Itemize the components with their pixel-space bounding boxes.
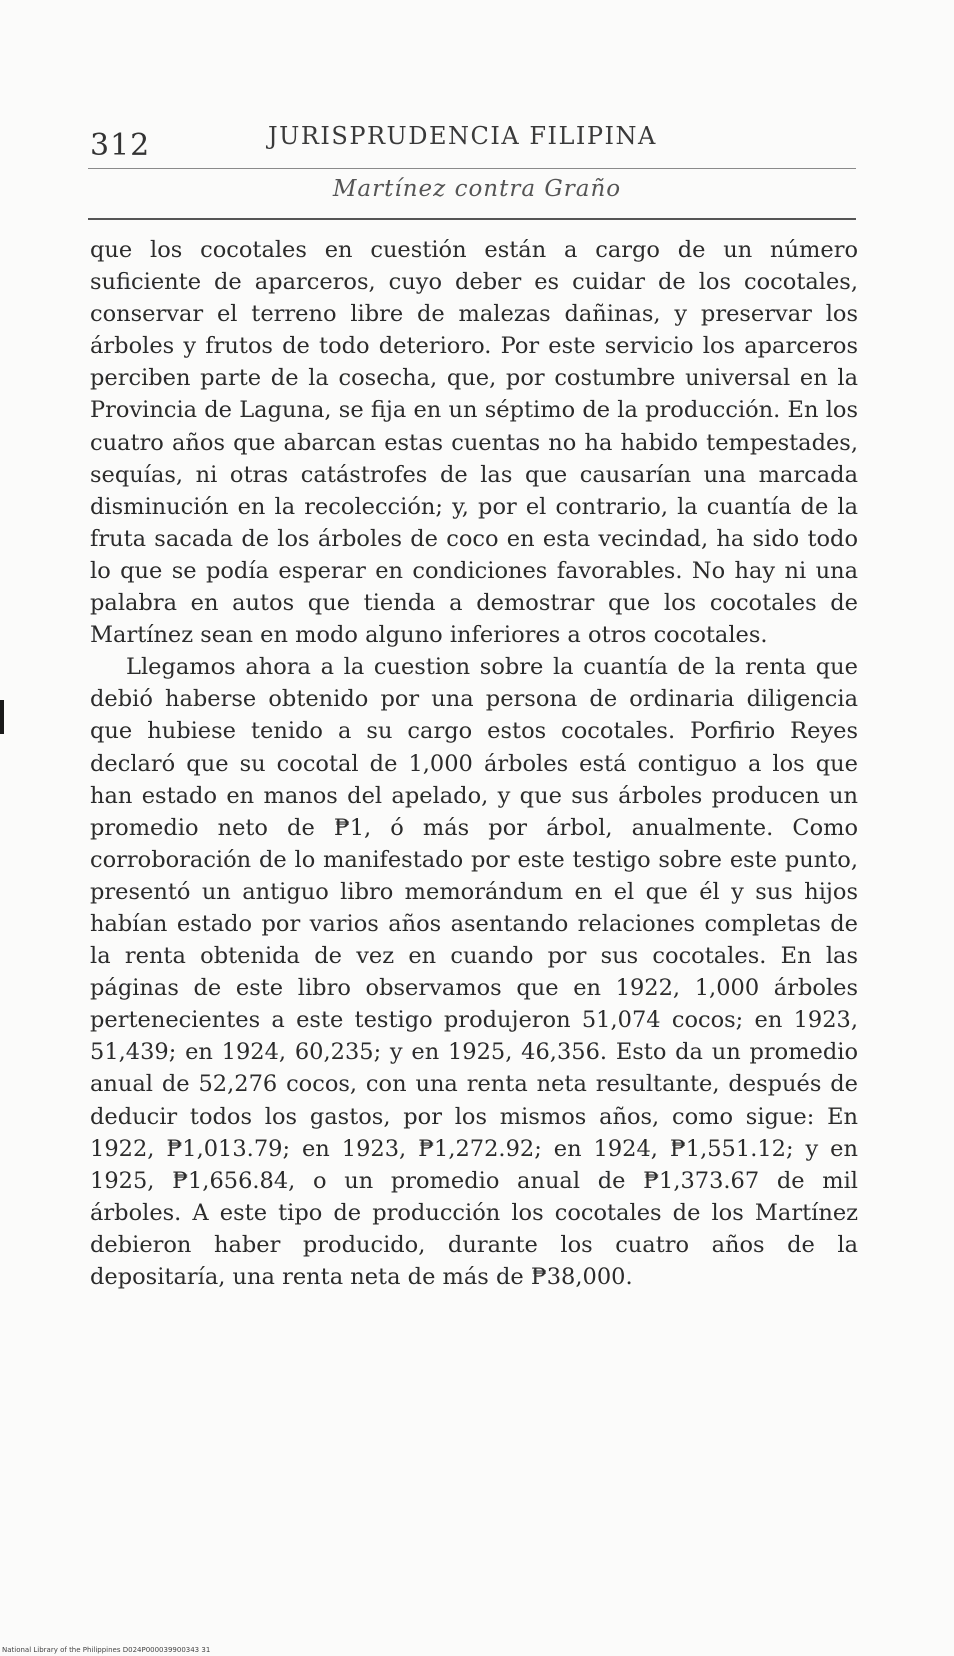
body-text — [90, 234, 858, 1293]
paragraph: Llegamos ahora a la cuestion sobre la cuantía de la renta que debió haberse obtenido por una persona de ordinaria diligencia que hubiese tenido a su cargo estos cocotales. Porfirio Reyes declaró que su cocotal de 1,000 árboles está contiguo a los que han estado en manos del apelado, y que sus árboles producen un promedio neto de ₱1, ó más por árbol, anualmente. Como corroboración de lo manifestado por este testigo sobre este punto, presentó un antiguo libro memorándum en el que él y sus hijos habían estado por varios años asentando relaciones completas de la renta obtenida de vez en cuando por sus cocotales. En las páginas de este libro observamos que en 1922, 1,000 árboles pertenecientes a este testigo produjeron 51,074 cocos; en 1923, 51,439; en 1924, 60,235; y en 1925, 46,356. Esto da un promedio anual de 52,276 cocos, con una renta neta resultante, después de deducir todos los gastos, por los mismos años, como sigue: En 1922, ₱1,013.79; en 1923, ₱1,272.92; en 1924, ₱1,551.12; y en 1925, ₱1,656.84, o un promedio anual de ₱1,373.67 de mil árboles. A este tipo de producción los cocotales de los Martínez debieron haber producido, durante los cuatro años de la depositaría, una renta neta de más de ₱38,000. — [90, 654, 858, 1290]
margin-mark — [0, 700, 4, 734]
page-number: 312 — [90, 128, 151, 163]
header-rule-bottom — [88, 218, 856, 220]
header-rule-top — [88, 168, 856, 169]
case-title: Martínez contra Graño — [332, 176, 622, 202]
running-title: JURISPRUDENCIA FILIPINA — [268, 122, 657, 150]
library-footer-note: National Library of the Philippines D024P000039900343 31 — [2, 1646, 211, 1654]
paragraph: que los cocotales en cuestión están a cargo de un número suficiente de aparceros, cuyo deber es cuidar de los cocotales, conservar el terreno libre de malezas dañinas, y preservar los árboles y frutos de todo deterioro. Por este servicio los aparceros perciben parte de la cosecha, que, por costumbre universal en la Provincia de Laguna, se fija en un séptimo de la producción. En los cuatro años que abarcan estas cuentas no ha habido tempestades, sequías, ni otras catástrofes de las que causarían una marcada disminución en la recolección; y, por el contrario, la cuantía de la fruta sacada de los árboles de coco en esta vecindad, ha sido todo lo que se podía esperar en condiciones favorables. No hay ni una palabra en autos que tienda a demostrar que los cocotales de Martínez sean en modo alguno inferiores a otros cocotales. — [90, 237, 858, 649]
